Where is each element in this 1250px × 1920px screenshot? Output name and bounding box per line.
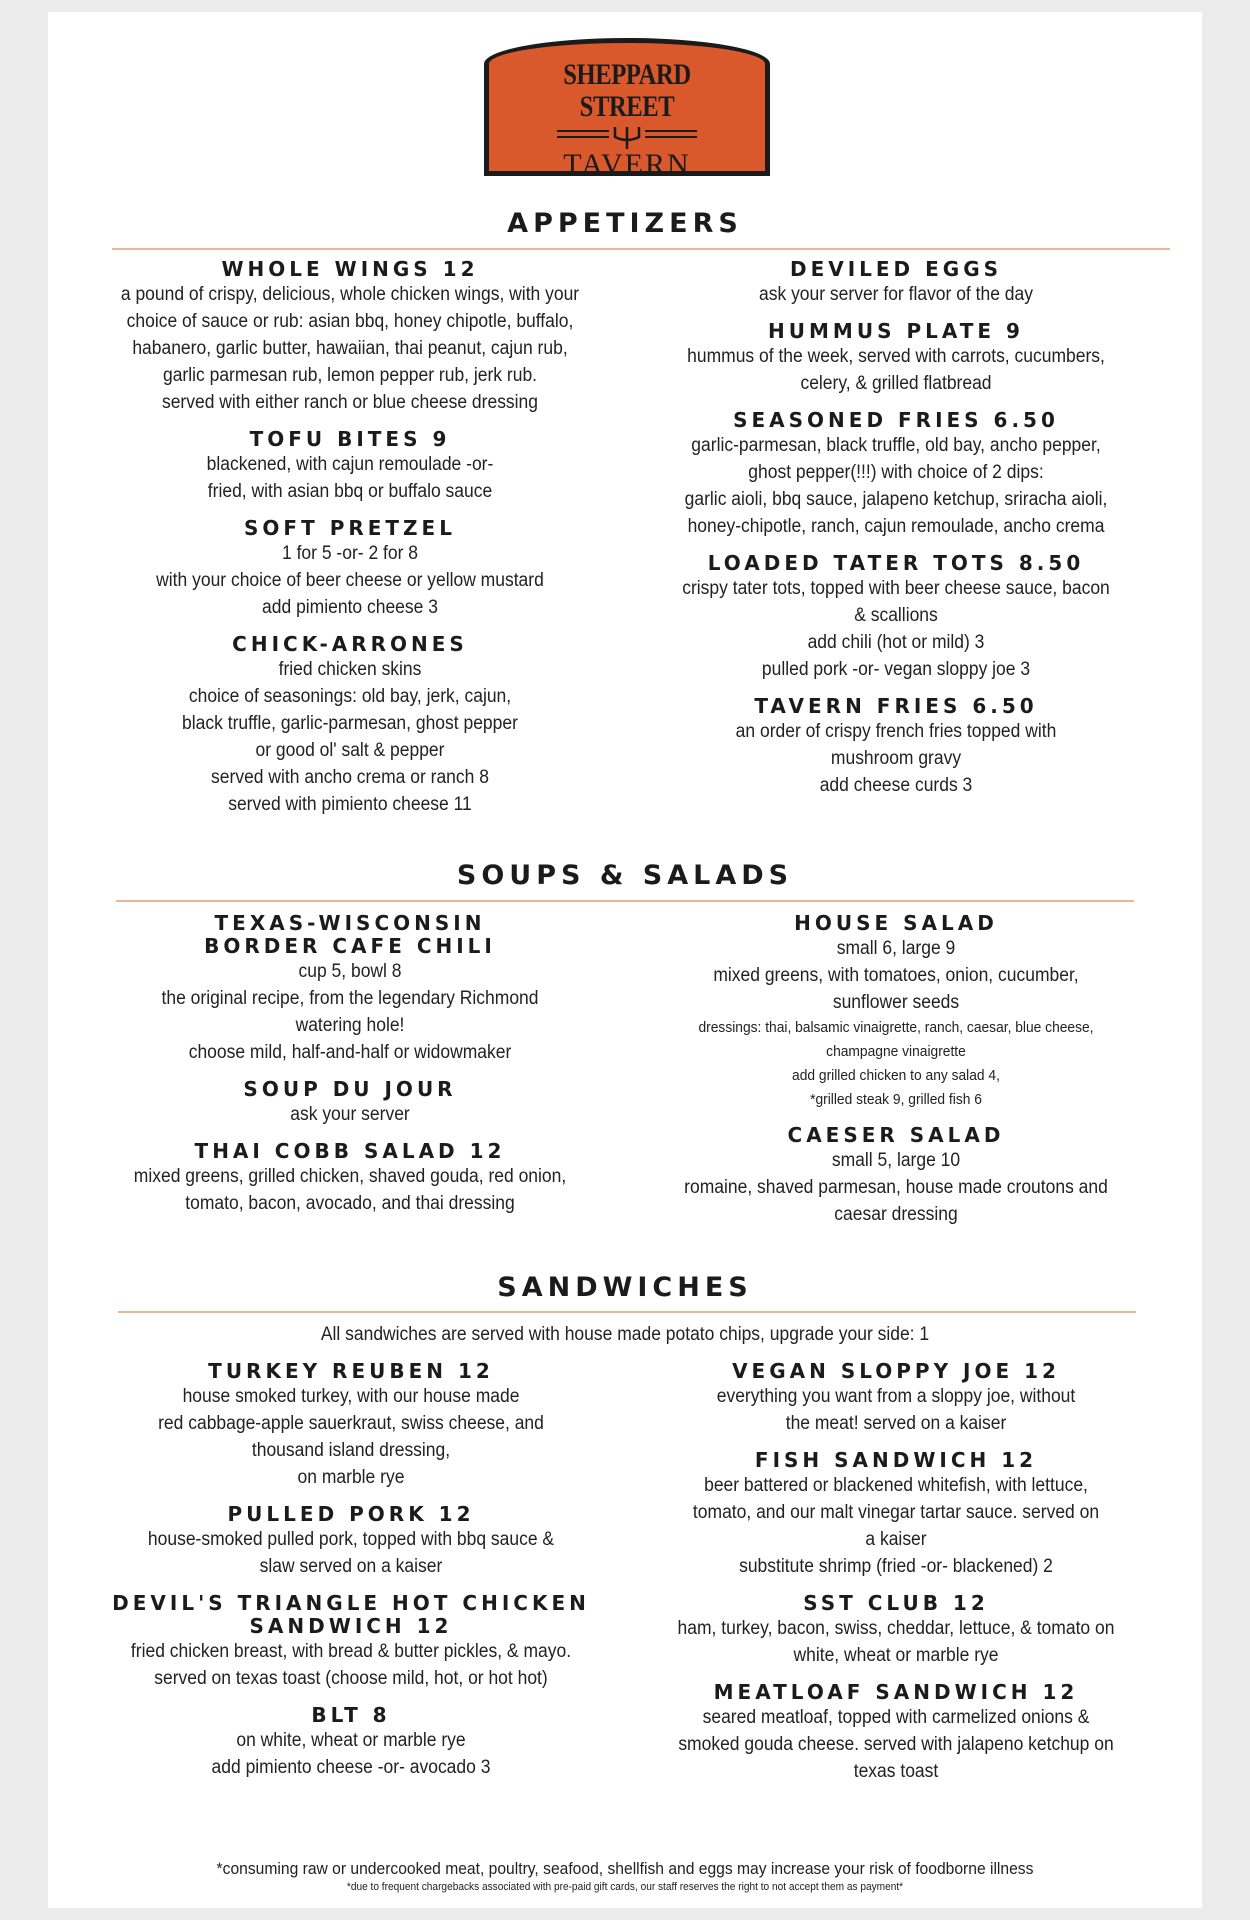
item-description: choice of seasonings: old bay, jerk, cajun, xyxy=(188,686,512,707)
item-description: sunflower seeds xyxy=(832,992,960,1013)
item-description: texas toast xyxy=(853,1761,939,1782)
item-name: TOFU BITES 9 xyxy=(249,427,451,451)
item-name: CHICK-ARRONES xyxy=(232,632,468,656)
item-description: tomato, bacon, avocado, and thai dressing xyxy=(185,1193,515,1214)
item-description: fried, with asian bbq or buffalo sauce xyxy=(207,481,493,502)
menu-item xyxy=(100,912,600,1066)
menu-item xyxy=(100,1140,600,1217)
item-description: substitute shrimp (fried -or- blackened) 2 xyxy=(739,1556,1053,1577)
item-description: smoked gouda cheese. served with jalapeno ketchup on xyxy=(678,1734,1114,1755)
appetizers-left-column xyxy=(100,258,600,830)
soups-divider xyxy=(116,900,1134,902)
item-name: FISH SANDWICH 12 xyxy=(754,1448,1038,1472)
item-name: VEGAN SLOPPY JOE 12 xyxy=(732,1359,1060,1383)
item-name: BLT 8 xyxy=(311,1703,391,1727)
item-note: dressings: thai, balsamic vinaigrette, ranch, caesar, blue cheese, xyxy=(698,1019,1094,1036)
item-description: crispy tater tots, topped with beer cheese sauce, bacon xyxy=(682,578,1110,599)
sandwiches-divider xyxy=(118,1311,1136,1313)
item-description: mixed greens, with tomatoes, onion, cucumber, xyxy=(713,965,1079,986)
item-description: beer battered or blackened whitefish, with lettuce, xyxy=(704,1475,1088,1496)
item-name: SOFT PRETZEL xyxy=(244,516,456,540)
menu-item xyxy=(644,1681,1148,1785)
menu-item xyxy=(96,1704,606,1781)
menu-item xyxy=(646,409,1146,540)
item-description: add pimiento cheese 3 xyxy=(262,597,438,618)
item-description: hummus of the week, served with carrots, cucumbers, xyxy=(687,346,1105,367)
item-description: 1 for 5 -or- 2 for 8 xyxy=(281,543,419,564)
menu-item xyxy=(96,1503,606,1580)
item-name: LOADED TATER TOTS 8.50 xyxy=(707,551,1085,575)
item-name: BORDER CAFE CHILI xyxy=(204,934,496,958)
item-name: SST CLUB 12 xyxy=(803,1591,989,1615)
item-description: ghost pepper(!!!) with choice of 2 dips: xyxy=(748,462,1044,483)
item-note: add grilled chicken to any salad 4, xyxy=(792,1067,1000,1084)
item-description: white, wheat or marble rye xyxy=(793,1645,999,1666)
item-name: TEXAS-WISCONSIN xyxy=(214,911,486,935)
item-name: DEVIL'S TRIANGLE HOT CHICKEN xyxy=(112,1591,590,1615)
food-safety-disclaimer: *consuming raw or undercooked meat, poultry, seafood, shellfish and eggs may increase your risk of foodborne illness xyxy=(216,1859,1034,1878)
item-description: choice of sauce or rub: asian bbq, honey chipotle, buffalo, xyxy=(126,311,574,332)
item-description: garlic aioli, bbq sauce, jalapeno ketchup, sriracha aioli, xyxy=(684,489,1108,510)
menu-item xyxy=(96,1592,606,1692)
item-description: romaine, shaved parmesan, house made croutons and xyxy=(684,1177,1108,1198)
appetizers-divider xyxy=(112,248,1170,250)
item-description: caesar dressing xyxy=(834,1204,958,1225)
item-name: TAVERN FRIES 6.50 xyxy=(754,694,1038,718)
sandwiches-right-column xyxy=(644,1360,1148,1797)
item-description: with your choice of beer cheese or yellow mustard xyxy=(156,570,544,591)
item-description: on white, wheat or marble rye xyxy=(236,1730,466,1751)
item-description: served with pimiento cheese 11 xyxy=(228,794,472,815)
item-description: house-smoked pulled pork, topped with bbq sauce & xyxy=(147,1529,555,1550)
item-description: the original recipe, from the legendary Richmond xyxy=(161,988,539,1009)
menu-item xyxy=(100,633,600,818)
sandwiches-heading: SANDWICHES xyxy=(497,1272,753,1303)
logo-top-text: SHEPPARD STREET xyxy=(563,58,691,123)
item-description: choose mild, half-and-half or widowmaker xyxy=(188,1042,512,1063)
item-name: SOUP DU JOUR xyxy=(243,1077,457,1101)
soups-salads-heading: SOUPS & SALADS xyxy=(456,860,794,891)
item-description: seared meatloaf, topped with carmelized onions & xyxy=(702,1707,1090,1728)
item-note: *grilled steak 9, grilled fish 6 xyxy=(810,1091,982,1108)
item-name: CAESER SALAD xyxy=(787,1123,1005,1147)
item-description: cup 5, bowl 8 xyxy=(298,961,402,982)
item-description: ham, turkey, bacon, swiss, cheddar, lettuce, & tomato on xyxy=(677,1618,1115,1639)
item-name: THAI COBB SALAD 12 xyxy=(194,1139,506,1163)
item-name: SANDWICH 12 xyxy=(249,1614,453,1638)
menu-item xyxy=(646,912,1146,1112)
menu-item xyxy=(646,695,1146,799)
soups-right-column xyxy=(646,912,1146,1240)
item-description: blackened, with cajun remoulade -or- xyxy=(206,454,494,475)
item-description: a pound of crispy, delicious, whole chicken wings, with your xyxy=(120,284,580,305)
menu-item xyxy=(96,1360,606,1491)
menu-item xyxy=(100,258,600,416)
item-description: garlic parmesan rub, lemon pepper rub, jerk rub. xyxy=(162,365,538,386)
menu-item xyxy=(644,1592,1148,1669)
item-description: an order of crispy french fries topped with xyxy=(735,721,1057,742)
item-name: MEATLOAF SANDWICH 12 xyxy=(713,1680,1079,1704)
item-description: small 5, large 10 xyxy=(831,1150,961,1171)
item-description: slaw served on a kaiser xyxy=(259,1556,443,1577)
item-description: garlic-parmesan, black truffle, old bay, ancho pepper, xyxy=(691,435,1101,456)
trident-icon xyxy=(557,125,697,149)
item-description: or good ol' salt & pepper xyxy=(255,740,445,761)
item-description: thousand island dressing, xyxy=(251,1440,451,1461)
menu-item xyxy=(646,552,1146,683)
item-name: PULLED PORK 12 xyxy=(227,1502,475,1526)
item-description: served on texas toast (choose mild, hot, or hot hot) xyxy=(154,1668,548,1689)
item-description: & scallions xyxy=(854,605,938,626)
menu-item xyxy=(644,1449,1148,1580)
gift-card-disclaimer: *due to frequent chargebacks associated with pre-paid gift cards, our staff reserves the right to not accept them as payment* xyxy=(346,1881,904,1893)
item-description: fried chicken skins xyxy=(278,659,422,680)
item-name: TURKEY REUBEN 12 xyxy=(208,1359,494,1383)
item-note: champagne vinaigrette xyxy=(826,1043,966,1060)
appetizers-right-column xyxy=(646,258,1146,811)
item-description: fried chicken breast, with bread & butter pickles, & mayo. xyxy=(130,1641,572,1662)
item-description: mixed greens, grilled chicken, shaved gouda, red onion, xyxy=(133,1166,567,1187)
item-description: pulled pork -or- vegan sloppy joe 3 xyxy=(761,659,1031,680)
item-description: red cabbage-apple sauerkraut, swiss cheese, and xyxy=(158,1413,544,1434)
item-description: watering hole! xyxy=(295,1015,405,1036)
menu-item xyxy=(100,1078,600,1128)
item-description: honey-chipotle, ranch, cajun remoulade, ancho crema xyxy=(687,516,1105,537)
item-description: mushroom gravy xyxy=(830,748,962,769)
item-name: HUMMUS PLATE 9 xyxy=(768,319,1024,343)
menu-item xyxy=(646,320,1146,397)
item-description: celery, & grilled flatbread xyxy=(800,373,992,394)
menu-item xyxy=(646,1124,1146,1228)
item-description: house smoked turkey, with our house made xyxy=(182,1386,520,1407)
item-name: WHOLE WINGS 12 xyxy=(221,257,479,281)
item-description: add pimiento cheese -or- avocado 3 xyxy=(211,1757,491,1778)
sandwiches-left-column xyxy=(96,1360,606,1793)
sandwiches-intro: All sandwiches are served with house made potato chips, upgrade your side: 1 xyxy=(320,1324,930,1345)
appetizers-heading: APPETIZERS xyxy=(507,208,743,239)
item-description: the meat! served on a kaiser xyxy=(785,1413,1007,1434)
item-description: small 6, large 9 xyxy=(836,938,956,959)
item-description: on marble rye xyxy=(297,1467,405,1488)
menu-item xyxy=(100,517,600,621)
item-name: DEVILED EGGS xyxy=(789,257,1003,281)
item-description: tomato, and our malt vinegar tartar sauce. served on xyxy=(692,1502,1100,1523)
item-description: habanero, garlic butter, hawaiian, thai peanut, cajun rub, xyxy=(132,338,568,359)
item-name: SEASONED FRIES 6.50 xyxy=(733,408,1059,432)
item-name: HOUSE SALAD xyxy=(794,911,998,935)
tavern-logo xyxy=(484,38,770,181)
item-description: add chili (hot or mild) 3 xyxy=(807,632,985,653)
soups-left-column xyxy=(100,912,600,1229)
item-description: served with ancho crema or ranch 8 xyxy=(211,767,489,788)
logo-bottom-text: TAVERN xyxy=(563,148,691,181)
item-description: a kaiser xyxy=(865,1529,927,1550)
item-description: everything you want from a sloppy joe, without xyxy=(716,1386,1076,1407)
item-description: add cheese curds 3 xyxy=(819,775,973,796)
menu-item xyxy=(100,428,600,505)
item-description: served with either ranch or blue cheese dressing xyxy=(161,392,539,413)
item-description: ask your server for flavor of the day xyxy=(759,284,1033,305)
item-description: black truffle, garlic-parmesan, ghost pepper xyxy=(182,713,518,734)
item-description: ask your server xyxy=(290,1104,410,1125)
menu-item xyxy=(644,1360,1148,1437)
menu-item xyxy=(646,258,1146,308)
